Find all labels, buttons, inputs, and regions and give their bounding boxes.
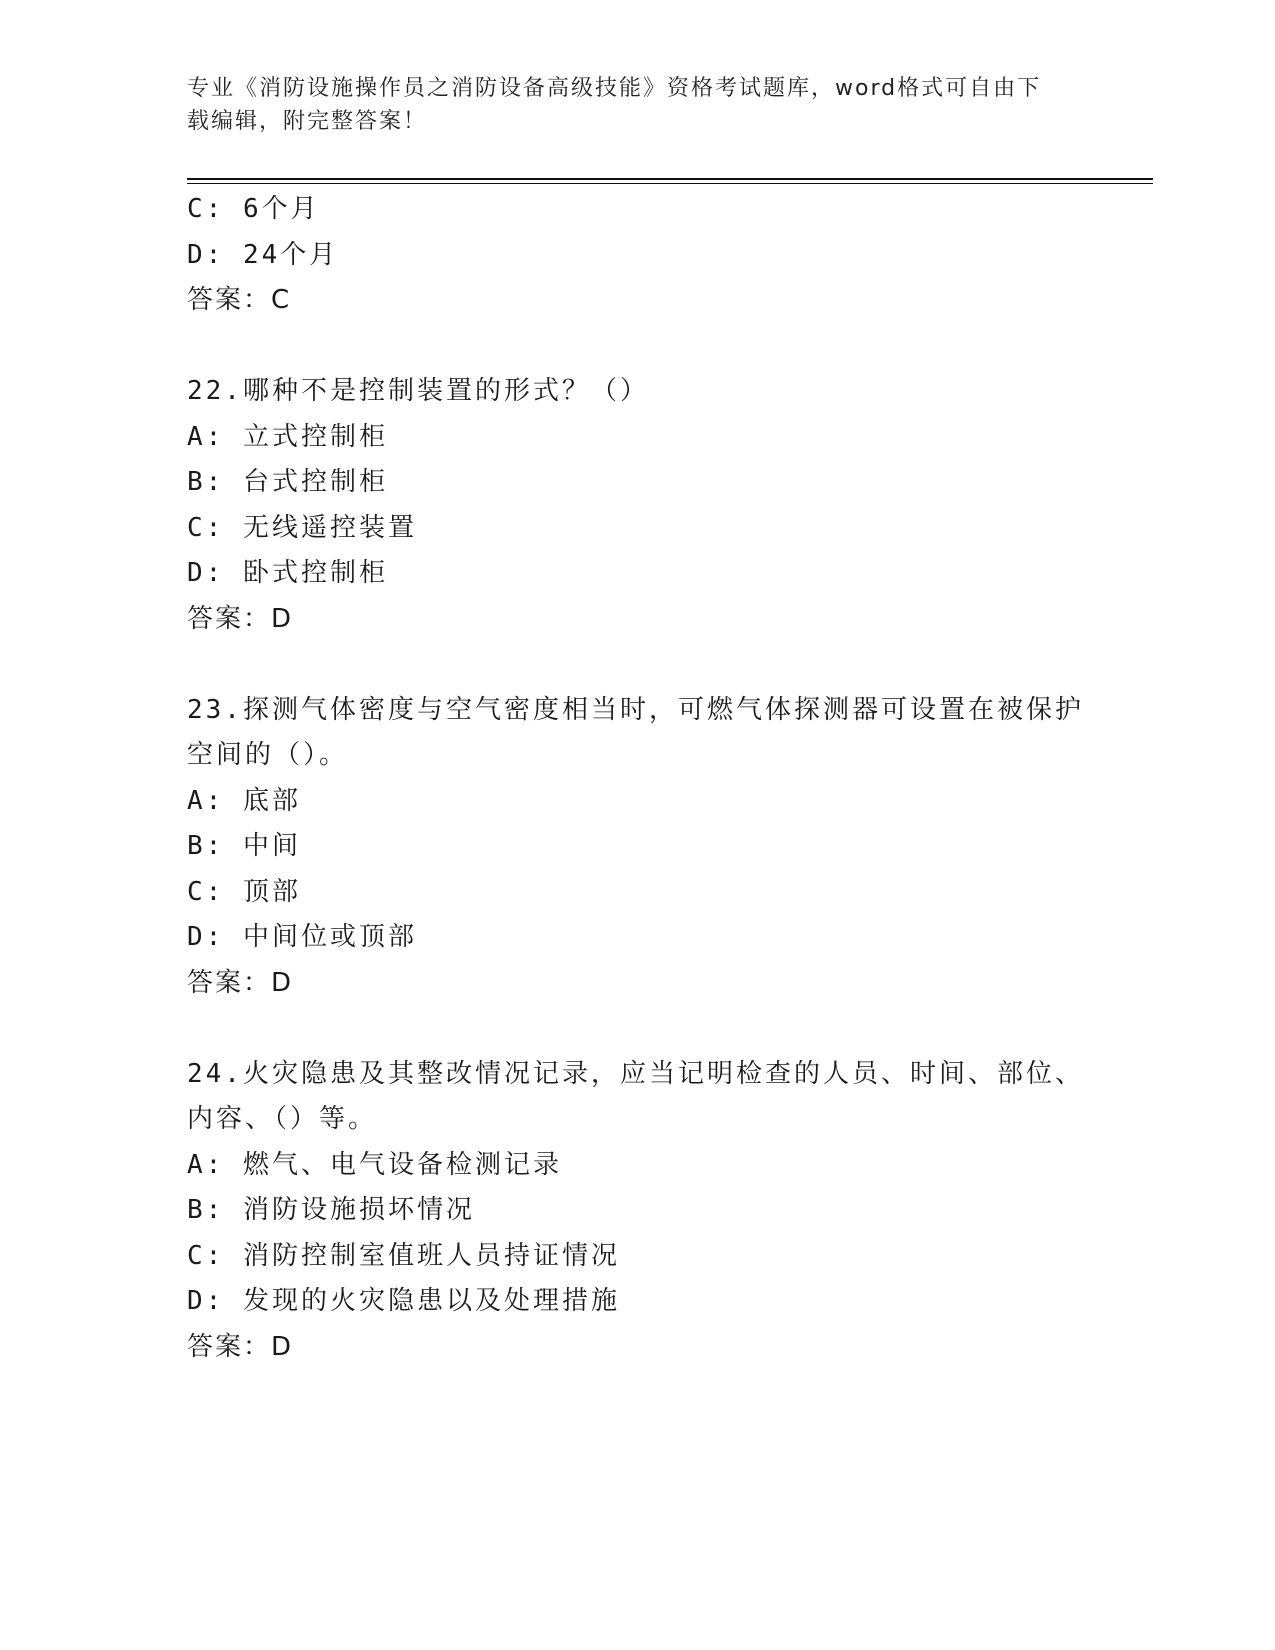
option-text: 燃气、电气设备检测记录 (242, 1149, 562, 1180)
option-text: 消防设施损坏情况 (242, 1195, 475, 1225)
question-21-continued (187, 187, 1087, 324)
question-24 (187, 1052, 1087, 1371)
option-d (187, 551, 1087, 597)
header-line-2: 载编辑，附完整答案！ (187, 109, 428, 134)
option-text: 无线遥控装置 (242, 512, 417, 543)
header-rule-thin (187, 183, 1153, 184)
question-23 (187, 688, 1087, 1007)
option-a (187, 415, 1087, 461)
option-label: A: (187, 1149, 243, 1180)
spacer (187, 324, 1087, 370)
option-label: D: (187, 922, 243, 952)
option-c (187, 870, 1087, 916)
option-label: B: (187, 1195, 243, 1225)
document-body (187, 187, 1087, 1370)
option-label: B: (187, 467, 243, 497)
option-label: C: (187, 194, 243, 224)
option-c (187, 187, 1087, 233)
question-stem: 24.火灾隐患及其整改情况记录，应当记明检查的人员、时间、部位、 (187, 1058, 1084, 1089)
question-22 (187, 369, 1087, 642)
spacer (187, 1006, 1087, 1052)
answer: 答案：D (187, 967, 294, 998)
option-label: C: (187, 876, 243, 907)
option-d (187, 233, 1087, 279)
question-stem: 22.哪种不是控制装置的形式？（） (187, 376, 649, 406)
option-c (187, 506, 1087, 552)
option-text: 中间 (242, 831, 301, 861)
option-b (187, 460, 1087, 506)
question-stem-continued: 空间的（）。 (187, 740, 349, 770)
header-line-1: 专业《消防设施操作员之消防设备高级技能》资格考试题库，word格式可自由下 (187, 76, 1042, 101)
option-label: B: (187, 831, 243, 861)
option-text: 发现的火灾隐患以及处理措施 (242, 1286, 620, 1316)
header-rule-thick (187, 178, 1153, 180)
option-text: 消防控制室值班人员持证情况 (242, 1240, 620, 1271)
option-label: A: (187, 421, 243, 452)
option-text: 台式控制柜 (242, 467, 388, 497)
option-label: D: (187, 239, 243, 270)
option-text: 6个月 (242, 194, 320, 224)
spacer (187, 642, 1087, 688)
option-c (187, 1234, 1087, 1280)
option-b (187, 1188, 1087, 1234)
option-d (187, 1279, 1087, 1325)
answer: 答案：D (187, 603, 294, 634)
option-d (187, 915, 1087, 961)
option-text: 底部 (242, 785, 301, 816)
option-label: C: (187, 1240, 243, 1271)
option-label: A: (187, 785, 243, 816)
option-a (187, 779, 1087, 825)
option-text: 中间位或顶部 (242, 922, 417, 952)
answer: 答案：D (187, 1331, 294, 1362)
option-b (187, 824, 1087, 870)
answer: 答案：C (187, 285, 292, 315)
option-a (187, 1143, 1087, 1189)
document-header (187, 72, 1067, 138)
question-stem: 23.探测气体密度与空气密度相当时，可燃气体探测器可设置在被保护 (187, 694, 1084, 725)
option-label: D: (187, 558, 243, 588)
option-text: 卧式控制柜 (242, 558, 388, 588)
option-text: 立式控制柜 (242, 421, 388, 452)
option-text: 顶部 (242, 876, 301, 907)
option-label: C: (187, 512, 243, 543)
option-text: 24个月 (242, 239, 339, 270)
option-label: D: (187, 1286, 243, 1316)
question-stem-continued: 内容、（）等。 (187, 1104, 378, 1134)
